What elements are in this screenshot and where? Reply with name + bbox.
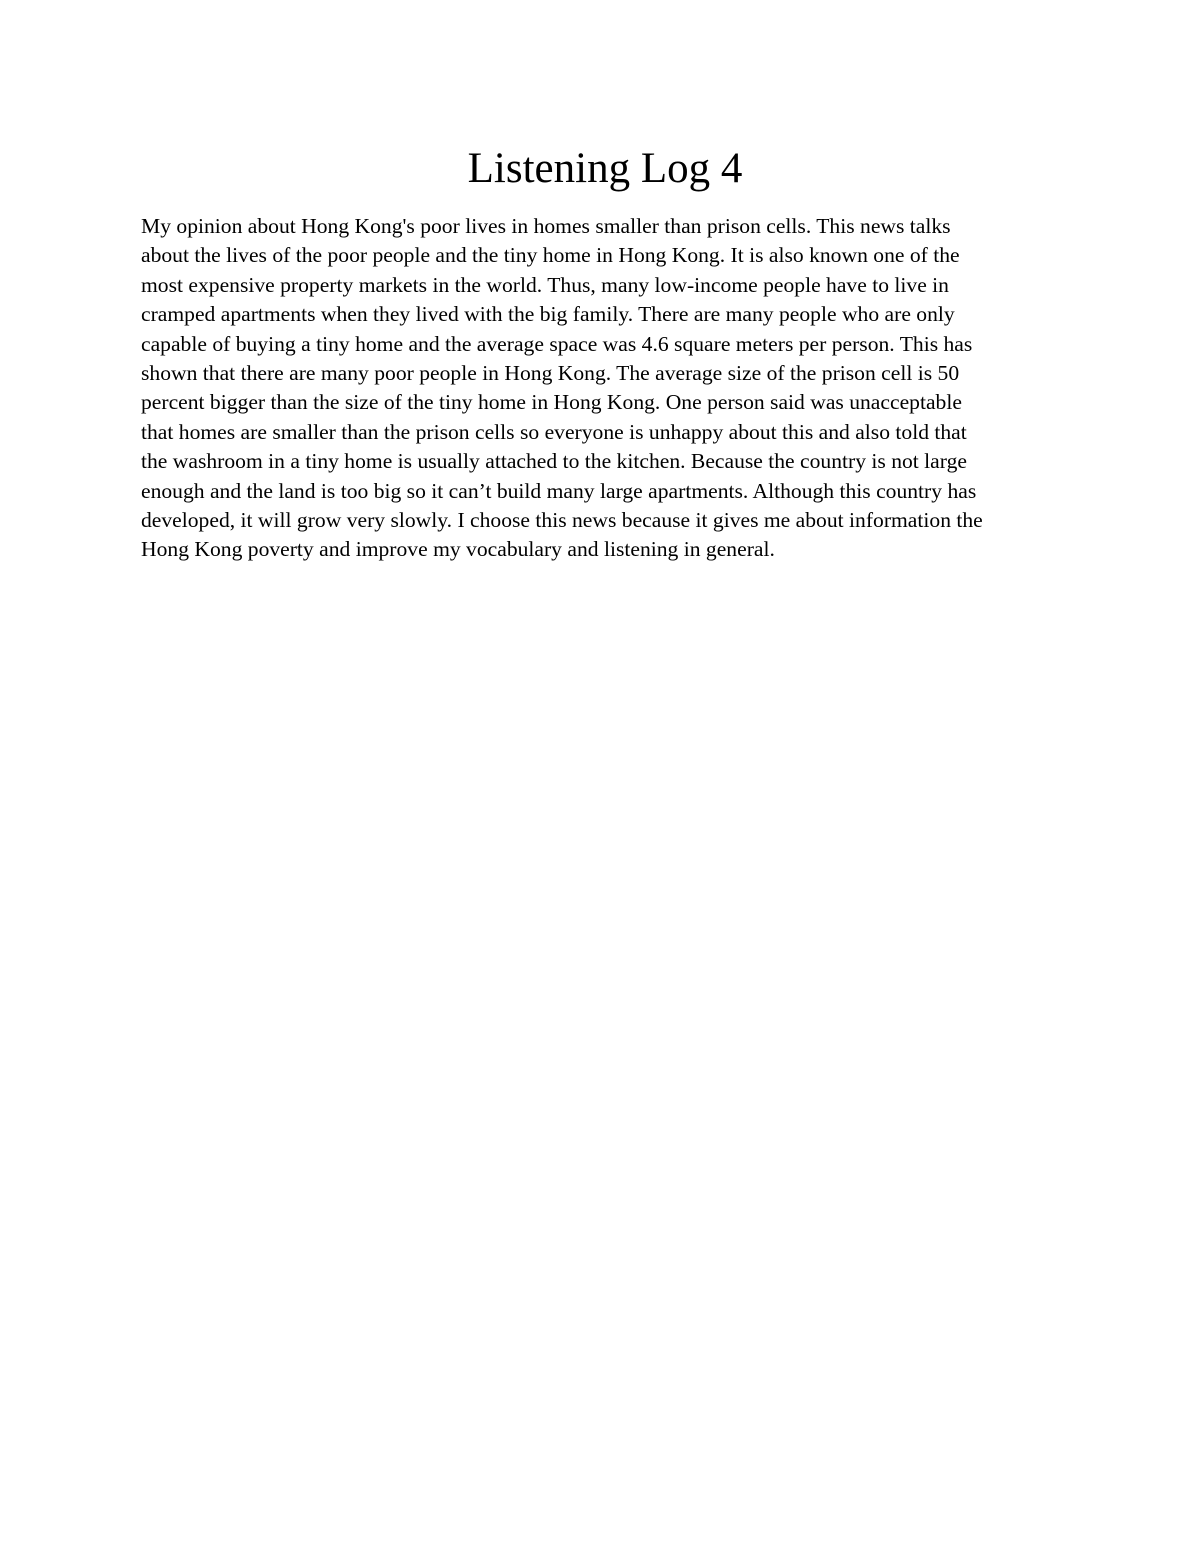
paragraph-line: Hong Kong poverty and improve my vocabulary and listening in general.: [141, 537, 775, 562]
body-paragraph: [141, 212, 1076, 565]
paragraph-line: that homes are smaller than the prison cells so everyone is unhappy about this and also told that: [141, 419, 967, 444]
document-title: Listening Log 4: [467, 145, 743, 192]
paragraph-line: most expensive property markets in the world. Thus, many low-income people have to live in: [141, 272, 949, 297]
paragraph-line: My opinion about Hong Kong's poor lives in homes smaller than prison cells. This news talks: [141, 214, 951, 238]
paragraph-line: developed, it will grow very slowly. I choose this news because it gives me about information the: [141, 508, 983, 533]
paragraph-line: enough and the land is too big so it can’t build many large apartments. Although this country has: [141, 478, 977, 503]
paragraph-line: about the lives of the poor people and the tiny home in Hong Kong. It is also known one of the: [141, 243, 960, 268]
paragraph-line: percent bigger than the size of the tiny home in Hong Kong. One person said was unacceptable: [141, 390, 962, 415]
paragraph-line: cramped apartments when they lived with the big family. There are many people who are only: [141, 302, 955, 327]
paragraph-line: shown that there are many poor people in Hong Kong. The average size of the prison cell is 50: [141, 361, 960, 386]
paragraph-line: capable of buying a tiny home and the average space was 4.6 square meters per person. This has: [141, 331, 973, 356]
paragraph-line: the washroom in a tiny home is usually attached to the kitchen. Because the country is not large: [141, 449, 967, 474]
